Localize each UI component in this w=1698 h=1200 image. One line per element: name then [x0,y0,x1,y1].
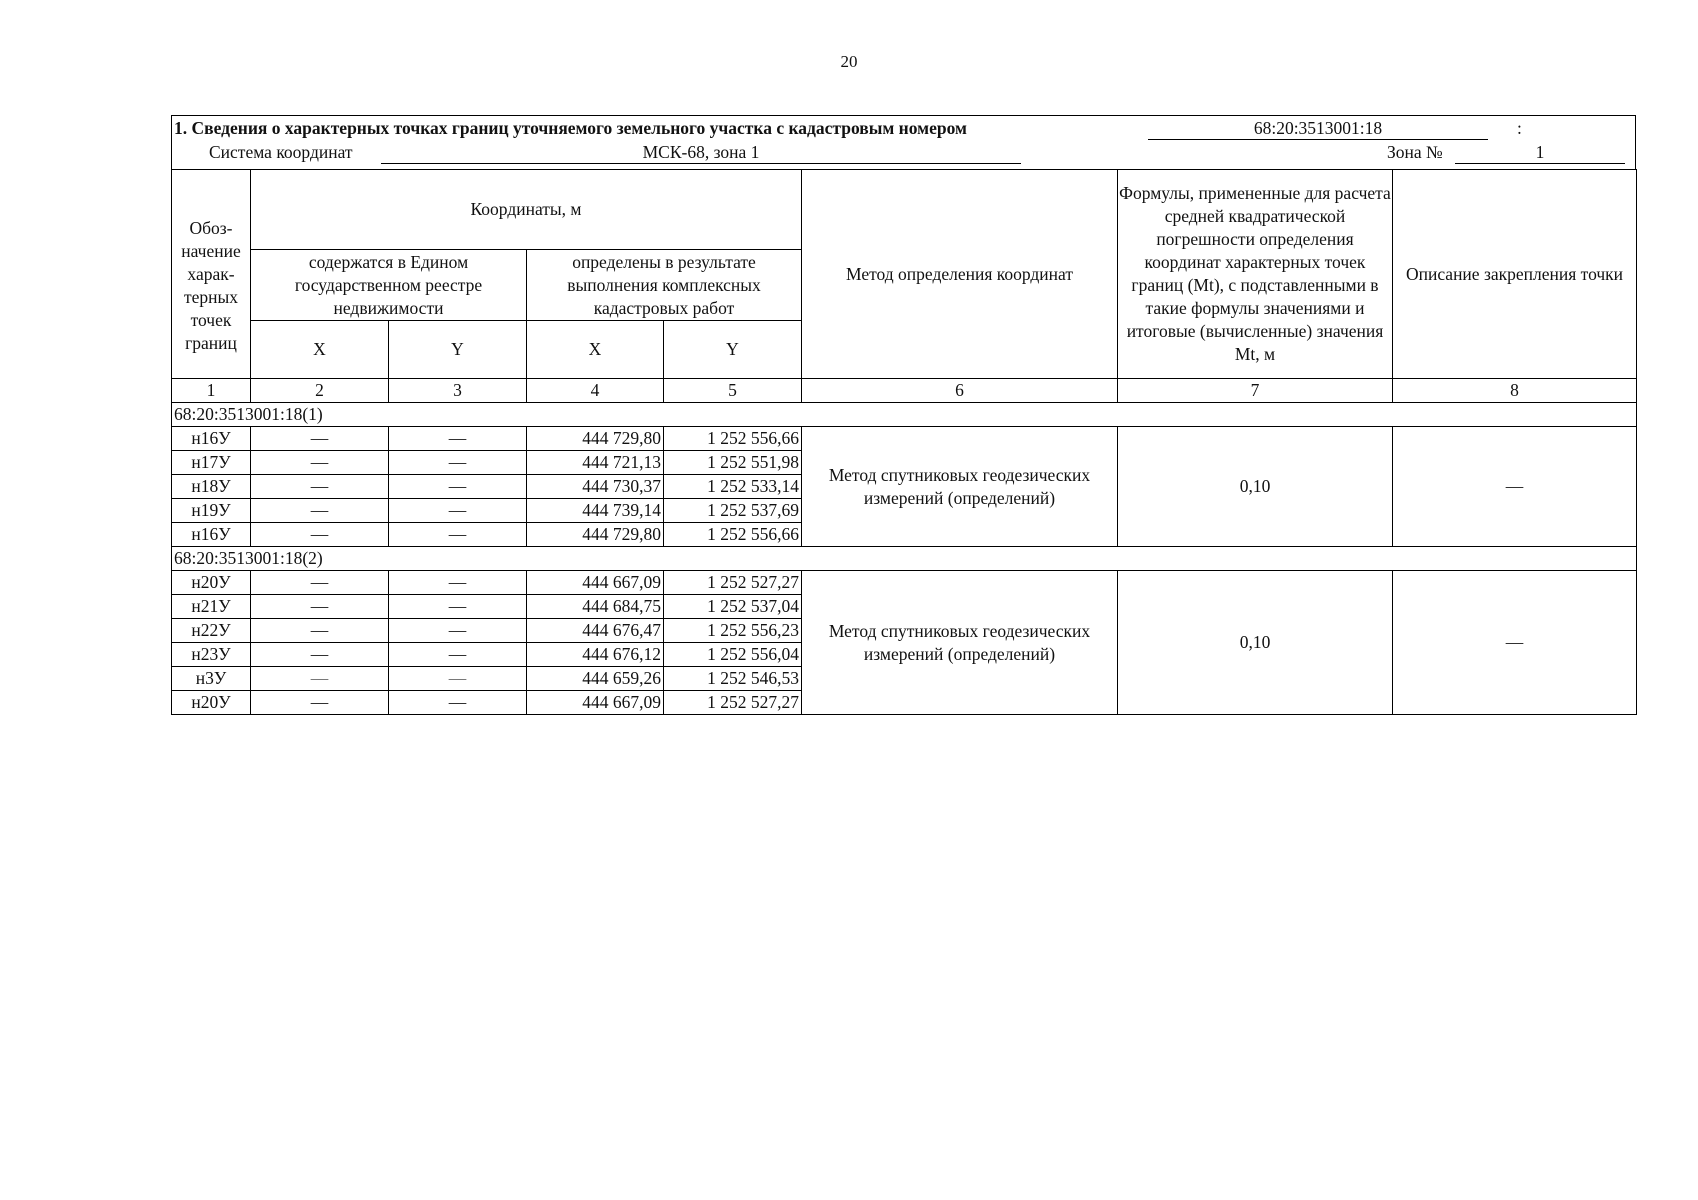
x-cell: 444 676,12 [527,643,664,667]
point-cell: н22У [172,619,251,643]
col-number-6: 6 [802,379,1118,403]
y-egrn-cell: — [389,499,527,523]
y-egrn-cell: — [389,643,527,667]
header-egrn: содержатся в Едином государственном реестре недвижимости [251,250,527,321]
x-egrn-cell: — [251,475,389,499]
header-method: Метод определения координат [802,170,1118,379]
x-cell: 444 684,75 [527,595,664,619]
point-cell: н19У [172,499,251,523]
point-cell: н21У [172,595,251,619]
x-cell: 444 721,13 [527,451,664,475]
header-x-complex: X [527,321,664,379]
method-cell: Метод спутниковых геодезических измерений (определений) [802,571,1118,715]
y-cell: 1 252 546,53 [664,667,802,691]
y-cell: 1 252 527,27 [664,691,802,715]
x-cell: 444 659,26 [527,667,664,691]
header-coordinates: Координаты, м [251,170,802,250]
y-cell: 1 252 537,04 [664,595,802,619]
page-number: 20 [840,52,858,71]
col-number-3: 3 [389,379,527,403]
y-egrn-cell: — [389,667,527,691]
y-egrn-cell: — [389,619,527,643]
group-name: 68:20:3513001:18(2) [172,547,1637,571]
x-egrn-cell: — [251,667,389,691]
col-number-2: 2 [251,379,389,403]
table-row [172,571,1637,595]
section-header [171,115,1636,169]
mt-cell: 0,10 [1118,571,1393,715]
group-name: 68:20:3513001:18(1) [172,403,1637,427]
header-x-egrn: X [251,321,389,379]
header-y-egrn: Y [389,321,527,379]
x-egrn-cell: — [251,451,389,475]
point-cell: н20У [172,571,251,595]
x-egrn-cell: — [251,523,389,547]
group-row [172,547,1637,571]
x-egrn-cell: — [251,427,389,451]
point-cell: н17У [172,451,251,475]
header-designation [172,170,251,379]
method-cell: Метод спутниковых геодезических измерений (определений) [802,427,1118,547]
col-number-7: 7 [1118,379,1393,403]
point-cell: н16У [172,427,251,451]
y-cell: 1 252 527,27 [664,571,802,595]
x-egrn-cell: — [251,595,389,619]
y-cell: 1 252 556,66 [664,427,802,451]
y-cell: 1 252 533,14 [664,475,802,499]
boundary-points-section [171,115,1636,715]
y-egrn-cell: — [389,595,527,619]
y-cell: 1 252 537,69 [664,499,802,523]
y-egrn-cell: — [389,571,527,595]
x-cell: 444 739,14 [527,499,664,523]
y-egrn-cell: — [389,523,527,547]
x-egrn-cell: — [251,691,389,715]
col-number-8: 8 [1393,379,1637,403]
point-cell: н18У [172,475,251,499]
description-cell: — [1393,571,1637,715]
y-cell: 1 252 551,98 [664,451,802,475]
col-number-4: 4 [527,379,664,403]
x-cell: 444 730,37 [527,475,664,499]
x-egrn-cell: — [251,499,389,523]
y-cell: 1 252 556,23 [664,619,802,643]
x-cell: 444 667,09 [527,571,664,595]
group-row [172,403,1637,427]
col-number-5: 5 [664,379,802,403]
y-cell: 1 252 556,04 [664,643,802,667]
y-egrn-cell: — [389,691,527,715]
cadastral-number-colon: : [1517,118,1522,138]
section-title: 1. Сведения о характерных точках границ уточняемого земельного участка с кадастровым номером [174,118,967,138]
coord-system-label: Система координат [209,142,353,162]
point-cell: н23У [172,643,251,667]
table-row [172,427,1637,451]
zone-label: Зона № [1387,142,1443,162]
cadastral-number: 68:20:3513001:18 [1148,118,1488,140]
x-egrn-cell: — [251,571,389,595]
x-egrn-cell: — [251,619,389,643]
point-cell: н3У [172,667,251,691]
x-egrn-cell: — [251,643,389,667]
x-cell: 444 729,80 [527,523,664,547]
x-cell: 444 667,09 [527,691,664,715]
point-cell: н16У [172,523,251,547]
y-cell: 1 252 556,66 [664,523,802,547]
header-designation-text: Обоз-начение харак-терных точек границ [181,217,241,353]
y-egrn-cell: — [389,475,527,499]
header-y-complex: Y [664,321,802,379]
col-number-1: 1 [172,379,251,403]
y-egrn-cell: — [389,451,527,475]
mt-cell: 0,10 [1118,427,1393,547]
x-cell: 444 676,47 [527,619,664,643]
description-cell: — [1393,427,1637,547]
header-description: Описание закрепления точки [1393,170,1637,379]
zone-value: 1 [1455,142,1625,164]
coord-system-value: МСК-68, зона 1 [381,142,1021,164]
header-formulas: Формулы, примененные для расчета средней квадратической погрешности определения координат характерных точек границ (Mt), с подставленными в такие формулы значениями и итоговые (вычисленные) значения Mt, м [1118,170,1393,379]
boundary-points-table [171,169,1637,715]
point-cell: н20У [172,691,251,715]
header-complex: определены в результате выполнения комплексных кадастровых работ [527,250,802,321]
x-cell: 444 729,80 [527,427,664,451]
y-egrn-cell: — [389,427,527,451]
